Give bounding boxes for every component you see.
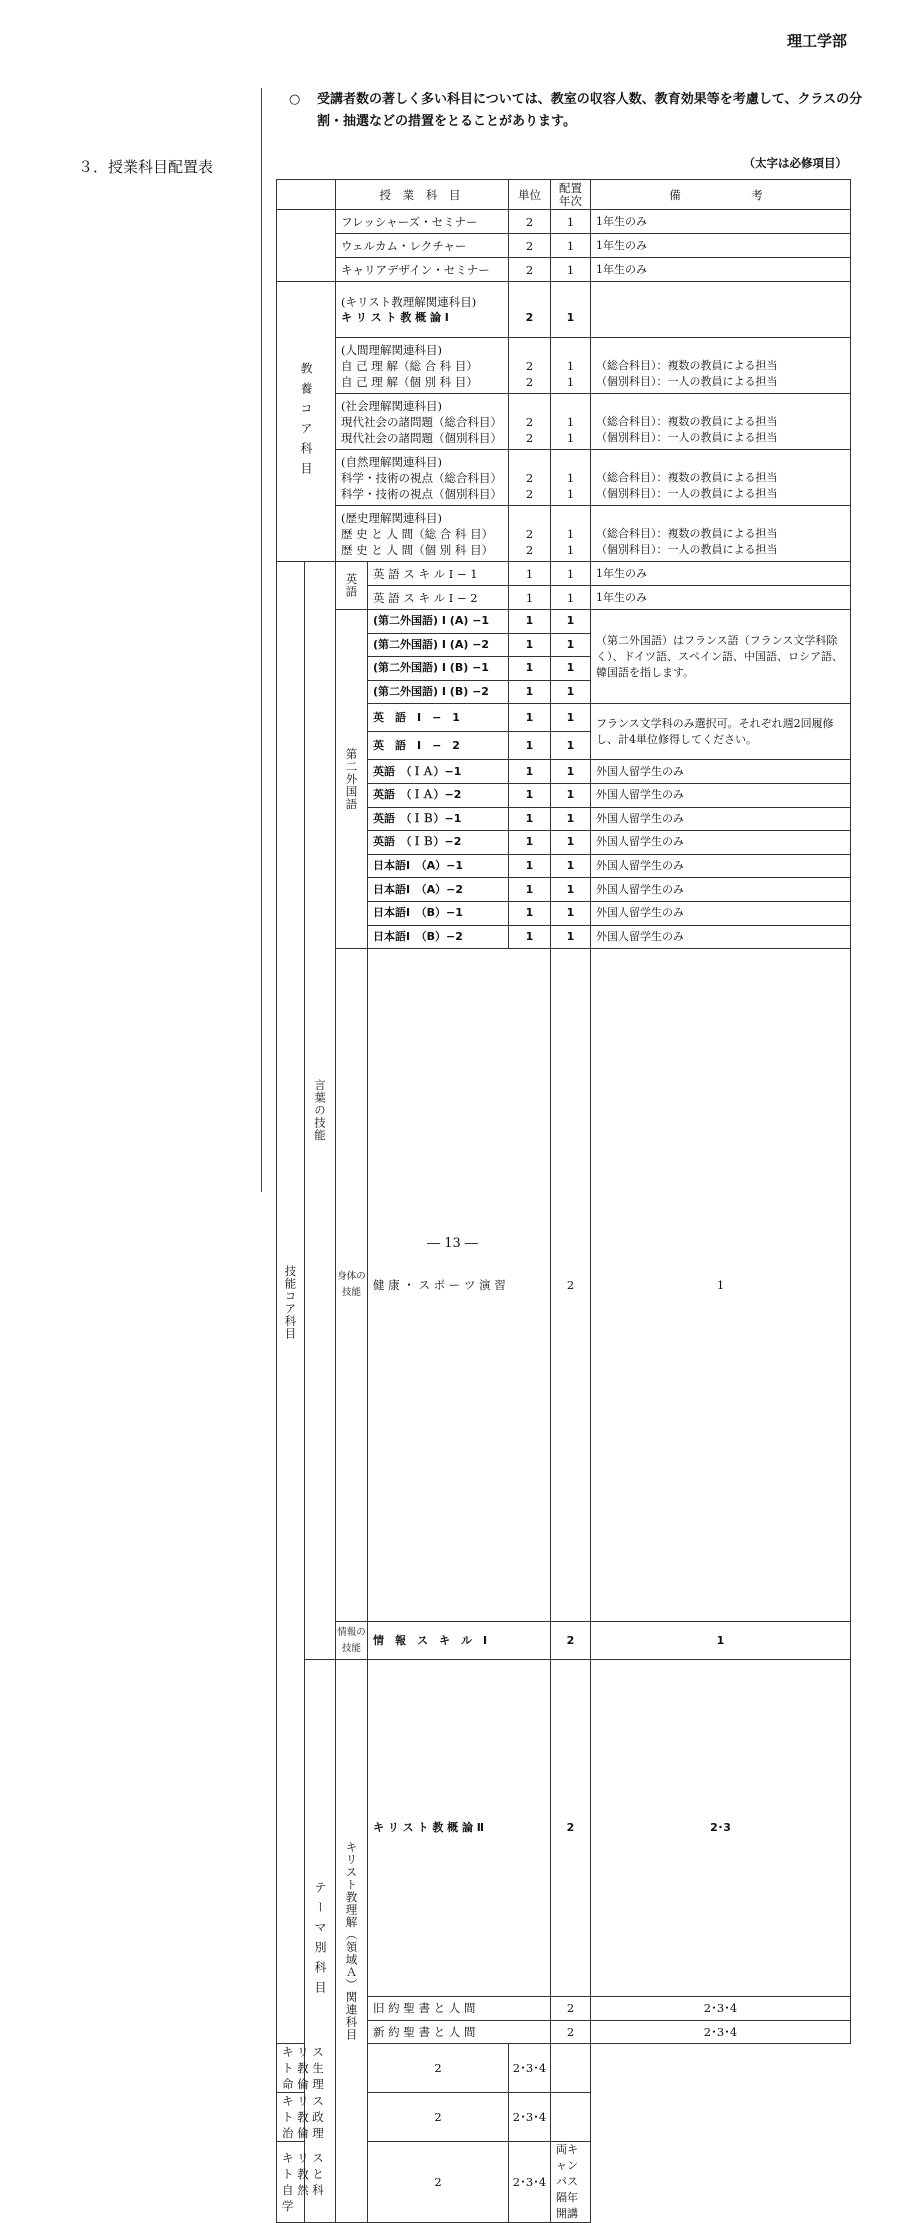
units: 1	[509, 657, 551, 681]
remarks: 外国人留学生のみ	[591, 854, 851, 878]
subject-block	[336, 450, 509, 506]
subject-name: フレッシャーズ・セミナー	[336, 210, 509, 234]
subject-name: キ リ ス ト 教 概 論 Ⅰ	[341, 310, 449, 324]
subject-name: 歴 史 と 人 間（総 合 科 目）	[341, 526, 494, 541]
remarks: 外国人留学生のみ	[591, 901, 851, 925]
year: 1	[551, 783, 591, 807]
subject-name: キ リ ス ト 教 概 論 Ⅱ	[368, 1660, 551, 1997]
remarks: 外国人留学生のみ	[591, 925, 851, 949]
line: （総合科目）：複数の教員による担当	[596, 470, 778, 484]
vertical-label: テーマ別科目	[313, 1881, 327, 2002]
units: 2	[368, 2044, 509, 2093]
units: 2	[509, 210, 551, 234]
year: 1	[551, 586, 591, 610]
units: 1	[509, 878, 551, 902]
circle-bullet-icon: ○	[289, 92, 301, 107]
remarks	[591, 282, 851, 338]
units: 1	[509, 586, 551, 610]
vertical-label: 第二外国語	[344, 747, 359, 811]
notice	[289, 89, 869, 133]
notice-text: 受講者数の著しく多い科目については、教室の収容人数、教育効果等を考慮して、クラスの分割・抽選などの措置をとることがあります。	[317, 92, 863, 129]
year: 2･3･4	[509, 2142, 551, 2223]
units: 1	[509, 831, 551, 855]
remarks: 外国人留学生のみ	[591, 831, 851, 855]
year: 1	[591, 1622, 851, 1660]
category-label: (社会理解関連科目)	[341, 398, 442, 413]
category-label: (歴史理解関連科目)	[341, 510, 442, 525]
subject-name: 英語 （ＩＢ）−2	[368, 831, 509, 855]
subject-name: キ リ ス ト 教 と 自 然 科 学	[277, 2142, 336, 2223]
subject-name: 英語 （ＩＡ）−2	[368, 783, 509, 807]
vertical-label: 教養コア科目	[299, 361, 313, 482]
header-year-2: 年次	[559, 193, 582, 208]
vertical-label: 英語	[344, 573, 359, 598]
line: （総合科目）：複数の教員による担当	[596, 358, 778, 372]
year: 1	[551, 807, 591, 831]
units: 1	[509, 680, 551, 704]
remarks	[551, 2044, 591, 2093]
subject-name: 健 康 ・ ス ポ ー ツ 演 習	[368, 949, 551, 1622]
units	[509, 394, 551, 450]
subject-name: 英語 （ＩＡ）−1	[368, 760, 509, 784]
line: （個別科目）：一人の教員による担当	[596, 374, 778, 388]
year: 1	[551, 878, 591, 902]
line: 2	[525, 486, 534, 501]
header-units: 単位	[509, 180, 551, 210]
units: 2	[551, 1660, 591, 1997]
line: 2	[525, 374, 534, 389]
vertical-label: 言葉の技能	[313, 1079, 327, 1142]
subject-name: (第二外国語) Ⅰ (A) −2	[368, 633, 509, 657]
remarks	[591, 338, 851, 394]
category-label: (自然理解関連科目)	[341, 454, 442, 469]
header-blank	[277, 180, 336, 210]
line: 2	[525, 414, 534, 429]
year: 1	[551, 854, 591, 878]
remarks	[591, 450, 851, 506]
units: 1	[509, 704, 551, 732]
year: 1	[551, 258, 591, 282]
units: 2	[368, 2142, 509, 2223]
remarks: 1年生のみ	[591, 562, 851, 586]
year	[551, 338, 591, 394]
subject-name: 科学・技術の視点（個別科目）	[341, 486, 502, 501]
subject-name: 日本語Ⅰ （B）−1	[368, 901, 509, 925]
units: 1	[509, 732, 551, 760]
header-subject: 授 業 科 目	[336, 180, 509, 210]
year: 1	[551, 732, 591, 760]
year: 1	[551, 210, 591, 234]
line: 1	[566, 542, 575, 557]
remarks: 外国人留学生のみ	[591, 760, 851, 784]
remarks: 1年生のみ	[591, 234, 851, 258]
bold-legend: （太字は必修項目）	[743, 156, 847, 170]
subject-name: キ リ ス ト 教 生 命 倫 理	[277, 2044, 336, 2093]
subject-name: 日本語Ⅰ （A）−2	[368, 878, 509, 902]
line: （総合科目）：複数の教員による担当	[596, 526, 778, 540]
line: 2	[525, 526, 534, 541]
units	[509, 338, 551, 394]
vertical-label: 技能コア科目	[283, 1265, 298, 1341]
subject-name: 新 約 聖 書 と 人 間	[368, 2020, 551, 2044]
units: 1	[509, 854, 551, 878]
year: 2･3	[591, 1660, 851, 1997]
blank-group	[277, 210, 336, 282]
year: 1	[551, 831, 591, 855]
remarks: 両キャンパス隔年開講	[551, 2142, 591, 2223]
units: 2	[551, 2020, 591, 2044]
remarks	[551, 2093, 591, 2142]
remarks-second-language: （第二外国語）はフランス語（フランス文学科除く）、ドイツ語、スペイン語、中国語、ロシア語、韓国語を指します。	[591, 610, 851, 704]
line: 1	[566, 374, 575, 389]
page-number: ― 13 ―	[427, 1236, 478, 1251]
group-kirisuto-ryoiki	[336, 1660, 368, 2223]
units: 1	[509, 760, 551, 784]
line: 1	[566, 414, 575, 429]
units	[509, 282, 551, 338]
subject-name: 情 報 ス キ ル Ⅰ	[368, 1622, 551, 1660]
year: 1	[551, 657, 591, 681]
category-label: (人間理解関連科目)	[341, 342, 442, 357]
subject-name: (第二外国語) Ⅰ (B) −2	[368, 680, 509, 704]
subject-block	[336, 506, 509, 562]
units	[509, 506, 551, 562]
subject-name: 英 語 Ⅰ − 2	[368, 732, 509, 760]
line: （個別科目）：一人の教員による担当	[596, 542, 778, 556]
year: 1	[551, 925, 591, 949]
remarks	[591, 394, 851, 450]
line: 1	[566, 358, 575, 373]
units: 2	[368, 2093, 509, 2142]
category-label: (キリスト教理解関連科目)	[341, 294, 477, 309]
subject-name: (第二外国語) Ⅰ (B) −1	[368, 657, 509, 681]
year: 1	[591, 949, 851, 1622]
line: （総合科目）：複数の教員による担当	[596, 414, 778, 428]
remarks: 外国人留学生のみ	[591, 783, 851, 807]
units: 1	[509, 901, 551, 925]
line: 1	[566, 310, 575, 324]
group-gino	[277, 562, 305, 2044]
units: 2	[551, 1622, 591, 1660]
year: 2･3･4	[509, 2093, 551, 2142]
group-joho: 情報の技能	[336, 1622, 368, 1660]
units: 1	[509, 610, 551, 634]
margin-rule	[261, 88, 262, 1192]
subject-name: 英 語 ス キ ル Ⅰ − 1	[368, 562, 509, 586]
units: 1	[509, 783, 551, 807]
header-year	[551, 180, 591, 210]
line: 1	[566, 486, 575, 501]
header-year-1: 配置	[559, 180, 582, 195]
line: 1	[566, 526, 575, 541]
year: 2･3･4	[509, 2044, 551, 2093]
line: 2	[525, 470, 534, 485]
year: 1	[551, 704, 591, 732]
units: 1	[509, 925, 551, 949]
header-remarks: 備 考	[591, 180, 851, 210]
year: 1	[551, 234, 591, 258]
year: 1	[551, 610, 591, 634]
subject-block	[336, 282, 509, 338]
units	[509, 450, 551, 506]
year: 1	[551, 633, 591, 657]
group-dai2	[336, 610, 368, 949]
year: 1	[551, 562, 591, 586]
year	[551, 282, 591, 338]
section-title: ３．授業科目配置表	[78, 158, 214, 176]
subject-name: 自 己 理 解（総 合 科 目）	[341, 358, 478, 373]
year	[551, 394, 591, 450]
remarks: 1年生のみ	[591, 586, 851, 610]
year: 1	[551, 680, 591, 704]
year: 1	[551, 760, 591, 784]
year: 2･3･4	[591, 2020, 851, 2044]
subject-block	[336, 394, 509, 450]
line: 2	[525, 358, 534, 373]
units: 2	[551, 1997, 591, 2021]
units: 1	[509, 807, 551, 831]
subject-name: キャリアデザイン・セミナー	[336, 258, 509, 282]
faculty-header: 理工学部	[786, 32, 847, 50]
line: （個別科目）：一人の教員による担当	[596, 430, 778, 444]
line: （個別科目）：一人の教員による担当	[596, 486, 778, 500]
remarks-french: フランス文学科のみ選択可。それぞれ週2回履修し、計4単位修得してください。	[591, 704, 851, 760]
line: 2	[525, 430, 534, 445]
line: 2	[525, 310, 534, 324]
remarks: 1年生のみ	[591, 210, 851, 234]
line: 1	[566, 430, 575, 445]
units: 1	[509, 562, 551, 586]
subject-name: 英語 （ＩＢ）−1	[368, 807, 509, 831]
remarks: 1年生のみ	[591, 258, 851, 282]
year: 1	[551, 901, 591, 925]
year	[551, 450, 591, 506]
subject-name: 日本語Ⅰ （B）−2	[368, 925, 509, 949]
units: 2	[551, 949, 591, 1622]
units: 2	[509, 258, 551, 282]
year: 2･3･4	[591, 1997, 851, 2021]
subject-name: (第二外国語) Ⅰ (A) −1	[368, 610, 509, 634]
remarks: 外国人留学生のみ	[591, 878, 851, 902]
course-table	[276, 179, 851, 2223]
group-shintai: 身体の技能	[336, 949, 368, 1622]
subject-name: 日本語Ⅰ （A）−1	[368, 854, 509, 878]
subject-name: 自 己 理 解（個 別 科 目）	[341, 374, 478, 389]
remarks	[591, 506, 851, 562]
year	[551, 506, 591, 562]
subject-name: キ リ ス ト 教 政 治 倫 理	[277, 2093, 336, 2142]
remarks: 外国人留学生のみ	[591, 807, 851, 831]
subject-name: 旧 約 聖 書 と 人 間	[368, 1997, 551, 2021]
subject-name: 歴 史 と 人 間（個 別 科 目）	[341, 542, 494, 557]
units: 1	[509, 633, 551, 657]
subject-name: 英 語 ス キ ル Ⅰ − 2	[368, 586, 509, 610]
subject-name: 英 語 Ⅰ − 1	[368, 704, 509, 732]
subject-name: ウェルカム・レクチャー	[336, 234, 509, 258]
vertical-label: キリスト教理解（領域Ａ）関連科目	[344, 1841, 359, 2042]
units: 2	[509, 234, 551, 258]
subject-name: 現代社会の諸問題（個別科目）	[341, 430, 502, 445]
group-kyoyo	[277, 282, 336, 562]
subject-name: 科学・技術の視点（総合科目）	[341, 470, 502, 485]
subject-name: 現代社会の諸問題（総合科目）	[341, 414, 502, 429]
group-eigo	[336, 562, 368, 610]
line: 2	[525, 542, 534, 557]
subject-block	[336, 338, 509, 394]
line: 1	[566, 470, 575, 485]
group-kotoba	[305, 562, 336, 1660]
